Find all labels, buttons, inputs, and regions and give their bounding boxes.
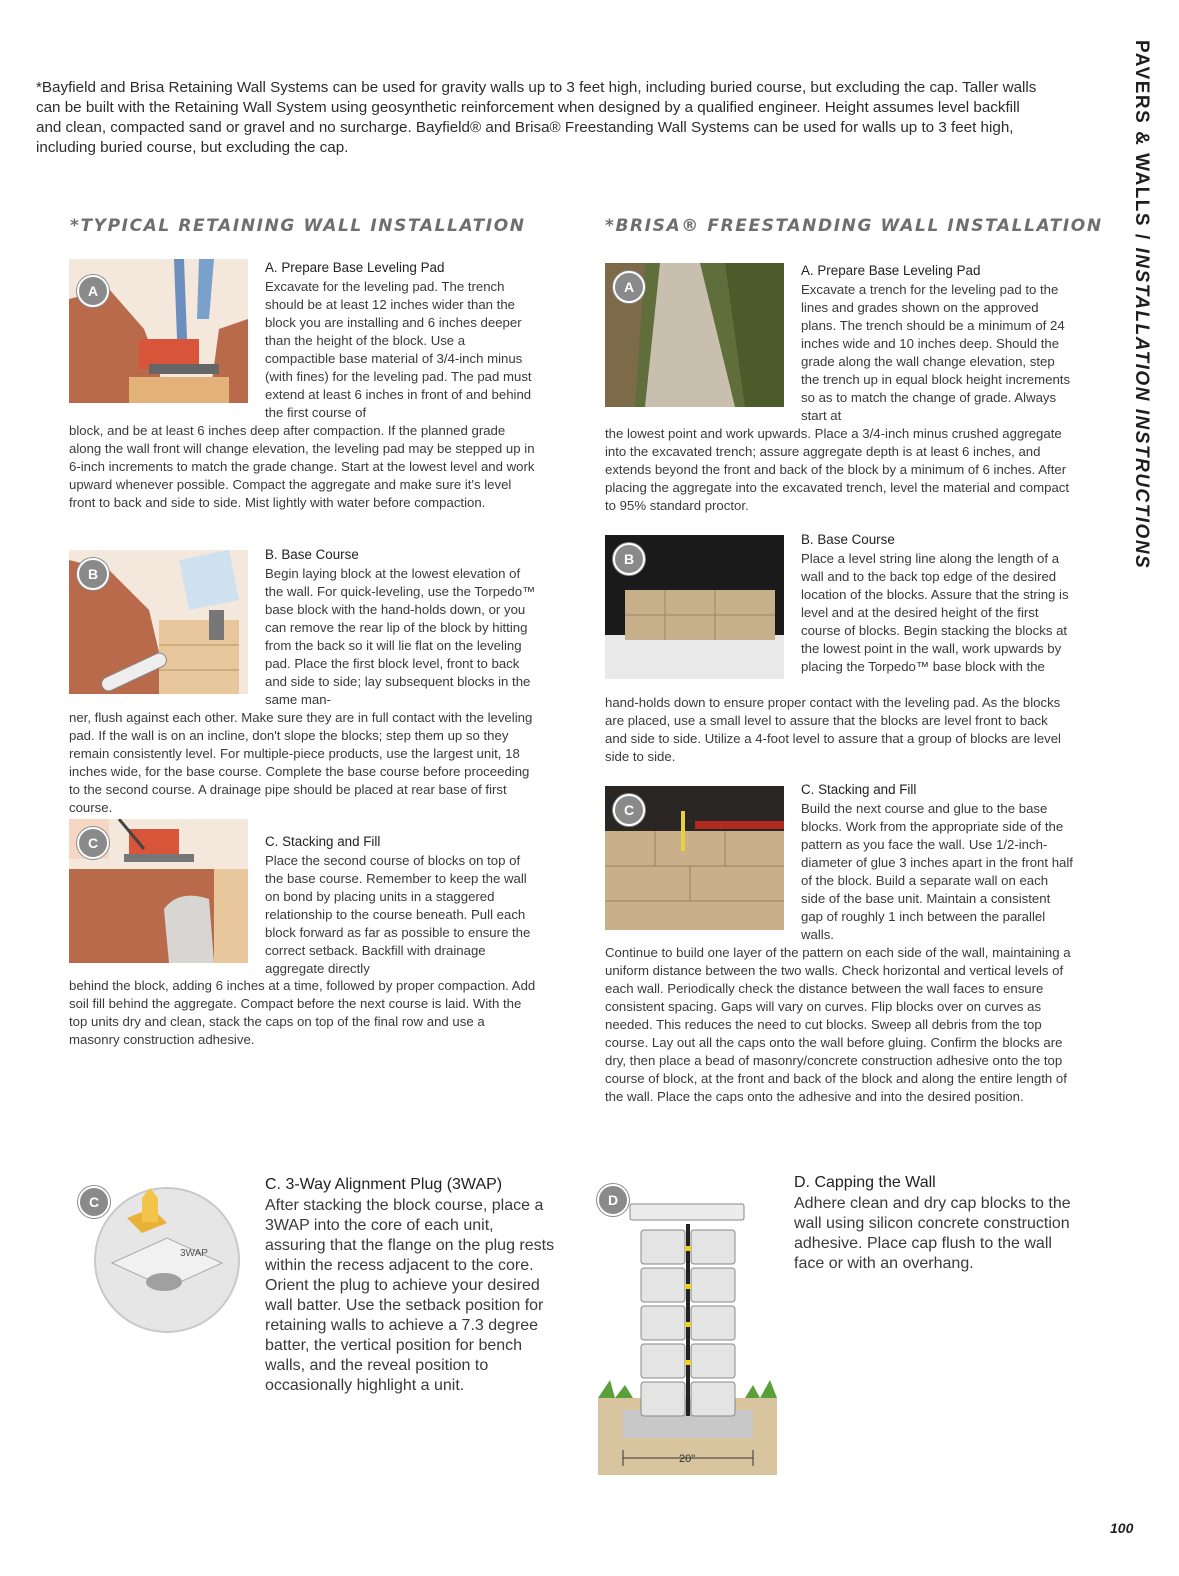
capping-dimension-label: 20"	[679, 1453, 696, 1465]
capping-text: Adhere clean and dry cap blocks to the wall using silicon concrete construction adhesive. Place cap flush to the wall face or with an overhang.	[794, 1195, 1071, 1272]
capping-title: D. Capping the Wall	[794, 1174, 936, 1191]
alignment-plug-title: C. 3-Way Alignment Plug (3WAP)	[265, 1176, 503, 1193]
plug-badge: C	[78, 1186, 110, 1218]
capping-badge: D	[597, 1184, 629, 1216]
freestanding-step-a-text-continued: the lowest point and work upwards. Place a 3/4-inch minus crushed aggregate into the excavated trench; assure aggregate depth is at least 6 inches, and extends beyond the front and back of the block by a minimum of 6 inches. After placing the aggregate into the excavated trench, level the material and compact to 95% standard proctor.	[605, 426, 1070, 513]
page-number: 100	[1110, 1520, 1134, 1536]
retaining-step-a-illustration	[69, 259, 248, 403]
side-label-separator: /	[1131, 227, 1152, 248]
step-b-badge: B	[77, 558, 109, 590]
side-label-topic: INSTALLATION INSTRUCTIONS	[1131, 247, 1152, 570]
step-c-badge: C	[77, 827, 109, 859]
alignment-plug-illustration	[72, 1178, 247, 1338]
capping-illustration	[595, 1180, 780, 1475]
freestanding-step-c-title: C. Stacking and Fill	[801, 782, 917, 797]
freestanding-step-a-photo	[605, 263, 784, 407]
plug-label: 3WAP	[180, 1248, 208, 1259]
retaining-step-b-title: B. Base Course	[265, 547, 359, 562]
retaining-step-a-title: A. Prepare Base Leveling Pad	[265, 260, 445, 275]
freestanding-step-a-text: Excavate a trench for the leveling pad to the lines and grades shown on the approved plans. The trench should be a minimum of 24 inches wide and 10 inches deep. Should the grade along the wall change elevation, step the trench up in equal block height increments so as to match the change of grade. Always start at	[801, 282, 1071, 423]
retaining-step-c-illustration	[69, 819, 248, 963]
section-side-label	[1126, 40, 1162, 570]
step-a-badge: A	[77, 275, 109, 307]
freestanding-step-b-text: Place a level string line along the length of a wall and to the back top edge of the desired location of the blocks. Assure that the string is level and at the desired height of the first course of blocks. Begin stacking the blocks at the lowest point in the wall, work upwards by placing the Torpedo™ base block with the	[801, 551, 1069, 674]
side-label-category: PAVERS & WALLS	[1131, 40, 1152, 228]
retaining-step-b-text: Begin laying block at the lowest elevation of the wall. For quick-leveling, use the Torpedo™ base block with the hand-holds down, or you can remove the rear lip of the block by hitting from the back so it will lie flat on the leveling pad. Place the first block level, front to back and side to side; lay subsequent blocks in the same man-	[265, 566, 536, 707]
retaining-step-c-text-continued: behind the block, adding 6 inches at a time, followed by proper compaction. Add soil fill behind the aggregate. Compact before the next course is laid. With the top units dry and clean, stack the caps on top of the final row and use a masonry construction adhesive.	[69, 978, 536, 1047]
freestanding-step-b-title: B. Base Course	[801, 532, 895, 547]
alignment-plug-text: After stacking the block course, place a 3WAP into the core of each unit, assuring that the flange on the plug rests within the recess adjacent to the core. Orient the plug to achieve your desired wall batter. Use the setback position for retaining walls to achieve a 7.3 degree batter, the vertical position for bench walls, and the reveal position to occasionally highlight a unit.	[265, 1197, 555, 1394]
freestanding-step-a-badge: A	[613, 271, 645, 303]
retaining-step-a-text-continued: block, and be at least 6 inches deep after compaction. If the planned grade along the wall front will change elevation, the leveling pad may be stepped up in 6-inch increments to match the grade change. Start at the lowest level and work upward whenever possible. Compact the aggregate and make sure it's level front to back and side to side. Mist lightly with water before compaction.	[69, 423, 535, 510]
retaining-step-b-text-continued: ner, flush against each other. Make sure they are in full contact with the leveling pad. If the wall is on an incline, don't slope the blocks; step them up so they remain consistently level. For multiple-piece products, use the largest unit, 18 inches wide, for the base course. Complete the base course before proceeding to the second course. A drainage pipe should be placed at rear base of first course.	[69, 710, 533, 815]
retaining-step-b-illustration	[69, 550, 248, 694]
freestanding-step-c-text-continued: Continue to build one layer of the pattern on each side of the wall, maintaining a uniform distance between the two walls. Check horizontal and vertical levels of each wall. Periodically check the distance between the wall faces to ensure consistent spacing. Gaps will vary on curves. Flip blocks over on curves as needed. This reduces the need to cut blocks. Sweep all debris from the top course. Lay out all the caps onto the wall before gluing. Confirm the blocks are dry, then place a bead of masonry/concrete construction adhesive onto the top course of block, at the front and back of the block and along the entire length of the wall. Place the caps onto the adhesive and into the desired position.	[605, 945, 1071, 1104]
retaining-step-a-text: Excavate for the leveling pad. The trench should be at least 12 inches wider than the block you are installing and 6 inches deeper than the height of the block. Use a compactible base material of 3/4-inch minus (with fines) for the leveling pad. The pad must extend at least 6 inches in front of and behind the first course of	[265, 279, 532, 420]
retaining-step-c-title: C. Stacking and Fill	[265, 834, 381, 849]
freestanding-wall-heading: *BRISA® FREESTANDING WALL INSTALLATION	[605, 216, 1103, 236]
freestanding-step-c-photo	[605, 786, 784, 930]
freestanding-step-b-text-continued: hand-holds down to ensure proper contact with the leveling pad. As the blocks are placed, use a small level to assure that the blocks are level front to back and side to side. Utilize a 4-foot level to assure that a group of blocks are level side to side.	[605, 695, 1061, 764]
freestanding-step-c-badge: C	[613, 794, 645, 826]
retaining-step-c-text: Place the second course of blocks on top of the base course. Remember to keep the wall on bond by placing units in a staggered relationship to the course beneath. Pull each block forward as far as possible to ensure the correct setback. Backfill with drainage aggregate directly	[265, 853, 531, 976]
freestanding-step-b-photo	[605, 535, 784, 679]
freestanding-step-c-text: Build the next course and glue to the base blocks. Work from the appropriate side of the pattern as you face the wall. Use 1/2-inch-diameter of glue 3 inches apart in the front half of the block. Build a separate wall on each side of the base unit. Maintain a consistent gap of roughly 1 inch between the parallel walls.	[801, 801, 1073, 942]
freestanding-step-b-badge: B	[613, 543, 645, 575]
retaining-wall-heading: *TYPICAL RETAINING WALL INSTALLATION	[70, 216, 526, 236]
intro-paragraph: *Bayfield and Brisa Retaining Wall Systems can be used for gravity walls up to 3 feet high, including buried course, but excluding the cap. Taller walls can be built with the Retaining Wall System using geosynthetic reinforcement when designed by a qualified engineer. Height assumes level backfill and clean, compacted sand or gravel and no surcharge. Bayfield® and Brisa® Freestanding Wall Systems can be used for walls up to 3 feet high, including buried course, but excluding the cap.	[36, 79, 1037, 156]
freestanding-step-a-title: A. Prepare Base Leveling Pad	[801, 263, 981, 278]
